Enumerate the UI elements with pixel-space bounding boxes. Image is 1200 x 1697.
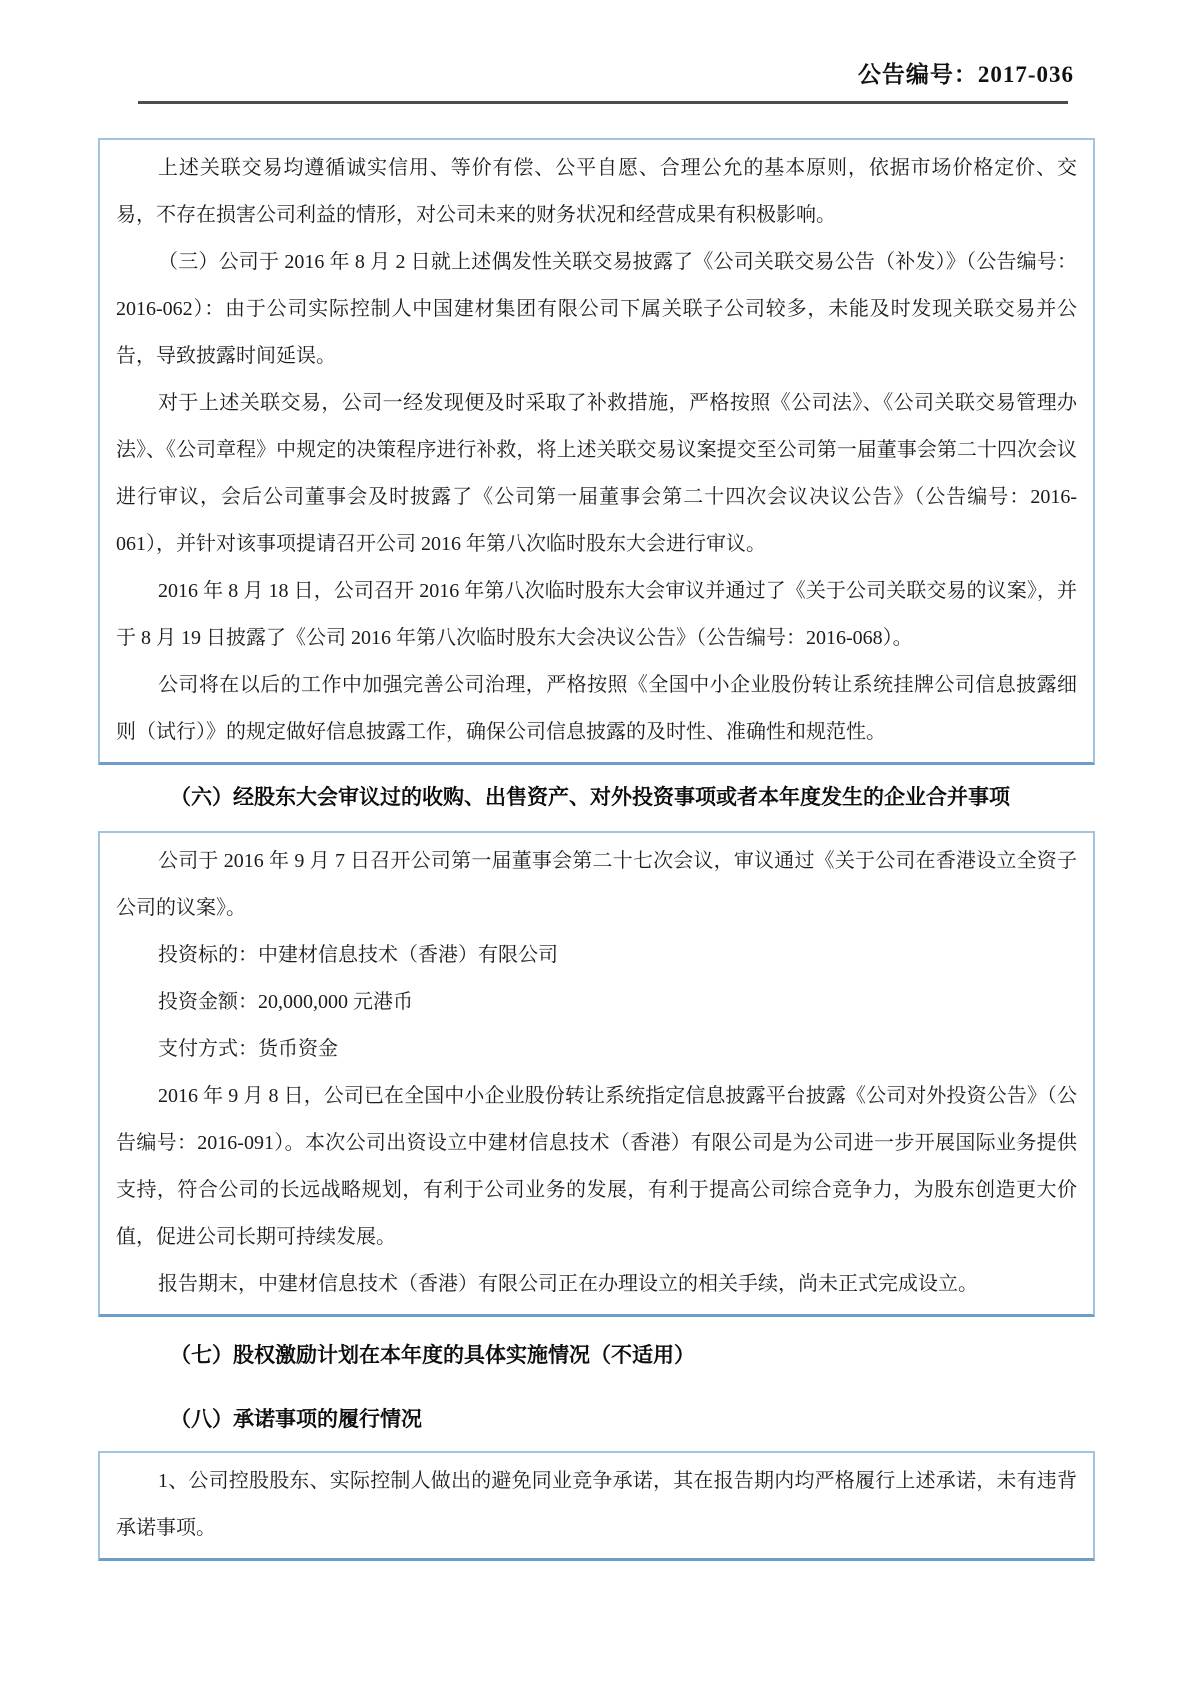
doc-number: 公告编号：2017-036 <box>857 62 1074 87</box>
heading-section-7: （七）股权激励计划在本年度的具体实施情况（不适用） <box>170 1344 695 1367</box>
box-related-transactions <box>98 138 1095 765</box>
box-investment <box>98 831 1095 1317</box>
paragraph: 2016 年 9 月 8 日，公司已在全国中小企业股份转让系统指定信息披露平台披露《公司对外投资公告》（公告编号：2016-091）。本次公司出资设立中建材信息技术（香港）有限公司是为公司进一步开展国际业务提供支持，符合公司的长远战略规划，有利于公司业务的发展，有利于提高公司综合竞争力，为股东创造更大价值，促进公司长期可持续发展。 <box>116 1085 1077 1248</box>
paragraph: 上述关联交易均遵循诚实信用、等价有偿、公平自愿、合理公允的基本原则，依据市场价格定价、交易，不存在损害公司利益的情形，对公司未来的财务状况和经营成果有积极影响。 <box>116 157 1077 226</box>
paragraph: 对于上述关联交易，公司一经发现便及时采取了补救措施，严格按照《公司法》、《公司关联交易管理办法》、《公司章程》中规定的决策程序进行补救，将上述关联交易议案提交至公司第一届董事会第二十四次会议进行审议，会后公司董事会及时披露了《公司第一届董事会第二十四次会议决议公告》（公告编号：2016-061），并针对该事项提请召开公司 2016 年第八次临时股东大会进行审议。 <box>116 392 1077 555</box>
paragraph: 2016 年 8 月 18 日，公司召开 2016 年第八次临时股东大会审议并通过了《关于公司关联交易的议案》，并于 8 月 19 日披露了《公司 2016 年第八次临时股东大会决议公告》（公告编号：2016-068）。 <box>116 580 1077 649</box>
paragraph: 公司将在以后的工作中加强完善公司治理，严格按照《全国中小企业股份转让系统挂牌公司信息披露细则（试行）》的规定做好信息披露工作，确保公司信息披露的及时性、准确性和规范性。 <box>116 674 1077 743</box>
paragraph: 报告期末，中建材信息技术（香港）有限公司正在办理设立的相关手续，尚未正式完成设立。 <box>158 1273 978 1295</box>
page-header <box>0 0 1200 104</box>
header-rule <box>138 101 1068 104</box>
paragraph: 投资金额：20,000,000 元港币 <box>158 991 413 1013</box>
heading-section-6: （六）经股东大会审议过的收购、出售资产、对外投资事项或者本年度发生的企业合并事项 <box>170 786 1010 809</box>
paragraph: （三）公司于 2016 年 8 月 2 日就上述偶发性关联交易披露了《公司关联交易公告（补发）》（公告编号：2016-062）：由于公司实际控制人中国建材集团有限公司下属关联子公司较多，未能及时发现关联交易并公告，导致披露时间延误。 <box>116 251 1077 367</box>
paragraph: 投资标的：中建材信息技术（香港）有限公司 <box>158 944 558 966</box>
heading-section-8: （八）承诺事项的履行情况 <box>170 1408 422 1431</box>
paragraph: 1、公司控股股东、实际控制人做出的避免同业竞争承诺，其在报告期内均严格履行上述承诺，未有违背承诺事项。 <box>116 1470 1077 1539</box>
paragraph: 支付方式：货币资金 <box>158 1038 338 1060</box>
document-content <box>98 138 1095 1561</box>
box-commitments <box>98 1451 1095 1561</box>
paragraph: 公司于 2016 年 9 月 7 日召开公司第一届董事会第二十七次会议，审议通过《关于公司在香港设立全资子公司的议案》。 <box>116 850 1077 919</box>
